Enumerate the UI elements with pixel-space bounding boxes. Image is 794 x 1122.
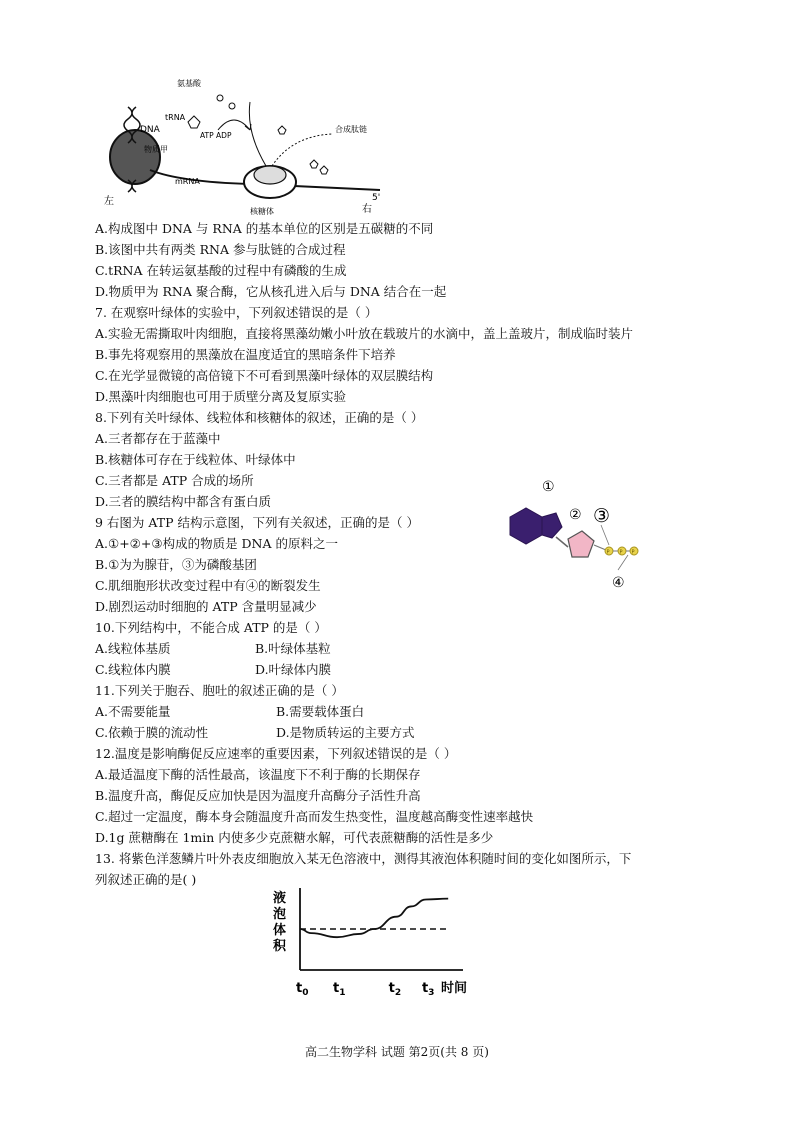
q13-stem-line2: 列叙述正确的是( ): [95, 872, 197, 887]
q12-option-b: B.温度升高，酶促反应加快是因为温度升高酶分子活性升高: [95, 788, 421, 803]
ribosome-subunit: [254, 166, 286, 184]
label-dna: DNA: [140, 125, 160, 135]
label-five-prime: 5': [372, 193, 381, 203]
label-atp-adp: ATP ADP: [200, 131, 232, 140]
label-right: 右: [362, 204, 372, 215]
q8-option-c: C.三者都是 ATP 合成的场所: [95, 473, 254, 488]
q10-option-b: B.叶绿体基粒: [255, 641, 331, 656]
q11-option-b: B.需要载体蛋白: [276, 704, 365, 719]
glycosidic-bond: [556, 537, 568, 547]
q7-option-c: C.在光学显微镜的高倍镜下不可看到黑藻叶绿体的双层膜结构: [95, 368, 434, 383]
q12-option-a: A.最适温度下酶的活性最高，该温度下不利于酶的长期保存: [95, 767, 421, 782]
q11-option-c: C.依赖于膜的流动性: [95, 725, 209, 740]
q8-stem: 8.下列有关叶绿体、线粒体和核糖体的叙述，正确的是（ ）: [95, 410, 424, 425]
q11-option-d: D.是物质转运的主要方式: [276, 725, 415, 740]
phosphate-label-2: P: [619, 549, 623, 556]
q6-option-a: A.构成图中 DNA 与 RNA 的基本单位的区别是五碳糖的不同: [95, 221, 434, 236]
chart-series-line: [300, 899, 448, 938]
label-polypeptide: 合成肽链: [335, 125, 367, 134]
chart-xtick-label: $t_2$: [388, 981, 402, 998]
label-ribosome: 核糖体: [250, 207, 274, 216]
translation-diagram: [100, 72, 400, 222]
polypeptide-chain: [272, 134, 332, 166]
trna-path: [249, 102, 266, 166]
chart-xtick-label: $t_3$: [421, 981, 435, 998]
page-footer: 高二生物学科 试题 第2页(共 8 页): [305, 1045, 489, 1059]
phosphate-label-1: P: [606, 549, 610, 556]
q8-option-d: D.三者的膜结构中都含有蛋白质: [95, 494, 272, 509]
q7-option-d: D.黑藻叶肉细胞也可用于质壁分离及复原实验: [95, 389, 347, 404]
q6-option-c: C.tRNA 在转运氨基酸的过程中有磷酸的生成: [95, 263, 347, 278]
atp-label-3: ③: [593, 505, 611, 527]
trna-shape: [188, 116, 200, 128]
label-substance: 物质甲: [144, 145, 168, 154]
q9-option-a: A.①+②+③构成的物质是 DNA 的原料之一: [95, 536, 338, 551]
label-trna: tRNA: [165, 113, 186, 122]
label-left: 左: [104, 196, 114, 207]
q10-stem: 10.下列结构中，不能合成 ATP 的是（ ）: [95, 620, 327, 635]
chart-ylabel: 液泡体积: [273, 891, 287, 954]
q8-option-b: B.核糖体可存在于线粒体、叶绿体中: [95, 452, 296, 467]
vacuole-volume-chart: [265, 882, 475, 1002]
q6-option-b: B.该图中共有两类 RNA 参与肽链的合成过程: [95, 242, 346, 257]
phosphate-bond: [594, 545, 606, 550]
q12-option-d: D.1g 蔗糖酶在 1min 内使多少克蔗糖水解，可代表蔗糖酶的活性是多少: [95, 830, 494, 845]
q11-option-a: A.不需要能量: [95, 704, 171, 719]
energy-arrow: [218, 120, 251, 130]
phosphate-label-3: P: [631, 549, 635, 556]
label-mrna: mRNA: [175, 177, 200, 186]
q10-option-c: C.线粒体内膜: [95, 662, 171, 677]
q13-stem-line1: 13. 将紫色洋葱鳞片叶外表皮细胞放入某无色溶液中，测得其液泡体积随时间的变化如图所示，下: [95, 851, 632, 866]
q11-stem: 11.下列关于胞吞、胞吐的叙述正确的是（ ）: [95, 683, 344, 698]
label-4-pointer: [618, 555, 628, 570]
nucleus-shape: [110, 130, 160, 184]
q8-option-a: A.三者都存在于蓝藻中: [95, 431, 221, 446]
q9-option-b: B.①为为腺苷，③为磷酸基团: [95, 557, 257, 572]
q7-option-b: B.事先将观察用的黑藻放在温度适宜的黑暗条件下培养: [95, 347, 396, 362]
atp-label-4: ④: [612, 575, 625, 591]
label-3-pointer: [601, 525, 609, 545]
ribose-ring: [568, 531, 594, 557]
q10-option-d: D.叶绿体内膜: [255, 662, 332, 677]
q12-stem: 12.温度是影响酶促反应速率的重要因素，下列叙述错误的是（ ）: [95, 746, 457, 761]
trna-icons: [278, 126, 328, 174]
label-amino-acid: 氨基酸: [177, 79, 201, 88]
q10-option-a: A.线粒体基质: [95, 641, 171, 656]
q12-option-c: C.超过一定温度，酶本身会随温度升高而发生热变性，温度越高酶变性速率越快: [95, 809, 534, 824]
atp-label-2: ②: [569, 507, 582, 523]
atp-structure-diagram: [490, 475, 640, 595]
amino-acid-dot: [229, 103, 235, 109]
q6-option-d: D.物质甲为 RNA 聚合酶，它从核孔进入后与 DNA 结合在一起: [95, 284, 447, 299]
q9-option-d: D.剧烈运动时细胞的 ATP 含量明显减少: [95, 599, 317, 614]
atp-label-1: ①: [542, 479, 555, 495]
q7-option-a: A.实验无需撕取叶肉细胞，直接将黑藻幼嫩小叶放在载玻片的水滴中，盖上盖玻片，制成临时装片: [95, 326, 634, 341]
chart-xtick-label: $t_0$: [296, 981, 309, 998]
q9-stem: 9 右图为 ATP 结构示意图，下列有关叙述，正确的是（ ）: [95, 515, 419, 530]
q7-stem: 7. 在观察叶绿体的实验中，下列叙述错误的是（ ）: [95, 305, 378, 320]
adenine-ring-five: [542, 513, 562, 538]
amino-acid-dot: [217, 95, 223, 101]
chart-xlabel: 时间: [441, 981, 468, 996]
chart-xtick-label: $t_1$: [333, 981, 346, 998]
q9-option-c: C.肌细胞形状改变过程中有④的断裂发生: [95, 578, 321, 593]
adenine-ring: [510, 508, 542, 544]
